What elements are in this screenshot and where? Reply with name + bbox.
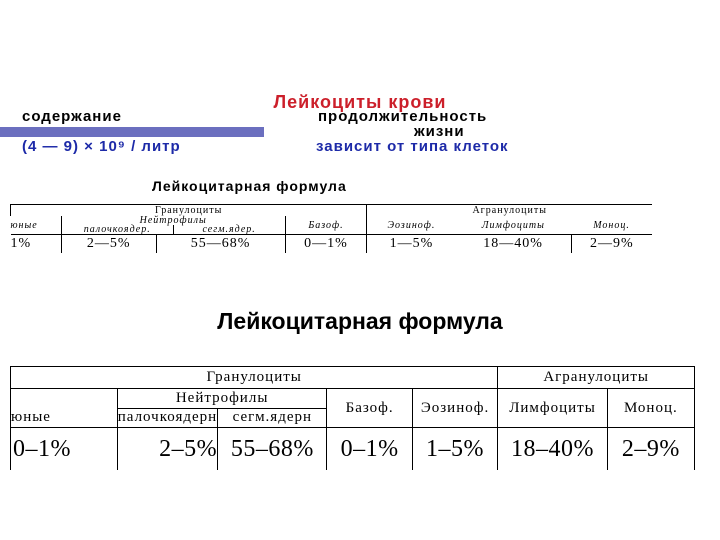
value-cell: 18–40% [498,428,607,470]
col-seg: сегм.ядерн [218,408,327,428]
col-baso: Базоф. [285,216,367,235]
value-cell: 1—5% [367,235,456,254]
slide-title: Лейкоциты крови [273,92,447,112]
col-young: юные [11,408,118,428]
value-cell: 55—68% [156,235,285,254]
value-cell: 2–9% [607,428,694,470]
value-cell: 1% [11,235,62,254]
content-value: (4 — 9) × 10⁹ / литр [22,138,181,155]
granulocytes-header: Гранулоциты [11,205,367,217]
value-cell: 0—1% [285,235,367,254]
value-cell: 0–1% [11,428,118,470]
value-cell: 2—5% [61,235,156,254]
granulocytes-header: Гранулоциты [11,367,498,389]
col-seg: сегм.ядер. [173,225,285,234]
col-mono: Моноц. [607,388,694,428]
value-cell: 18—40% [456,235,572,254]
neutrophils-group [61,216,285,235]
col-lymph: Лимфоциты [498,388,607,428]
agranulocytes-header: Агранулоциты [367,205,652,217]
value-cell: 55–68% [218,428,327,470]
formula-heading: Лейкоцитарная формула [217,308,503,334]
col-baso: Базоф. [327,388,412,428]
agranulocytes-header: Агранулоциты [498,367,695,389]
lifespan-label-1: продолжительность [318,108,488,125]
accent-bar [0,127,264,137]
formula-table [10,366,695,470]
young-spacer [11,388,118,408]
lifespan-value: зависит от типа клеток [316,138,509,155]
lifespan-label-2: жизни [414,123,465,140]
col-lymph: Лимфоциты [481,219,545,231]
col-mono: Моноц. [593,219,630,231]
col-eos: Эозиноф. [412,388,498,428]
col-eos: Эозиноф. [367,216,456,235]
neutrophils-header: Нейтрофилы [117,388,327,408]
small-formula-heading: Лейкоцитарная формула [152,178,347,194]
neutrophils-header: Нейтрофилы [139,215,207,226]
value-cell: 0–1% [327,428,412,470]
value-cell: 2–5% [117,428,217,470]
col-band: палочкоядерн [117,408,217,428]
col-young: юные [10,219,38,231]
col-band: палочкоядер. [83,224,151,235]
value-cell: 2—9% [571,235,652,254]
small-formula-table [10,204,652,253]
content-label: содержание [22,108,122,125]
value-cell: 1–5% [412,428,498,470]
